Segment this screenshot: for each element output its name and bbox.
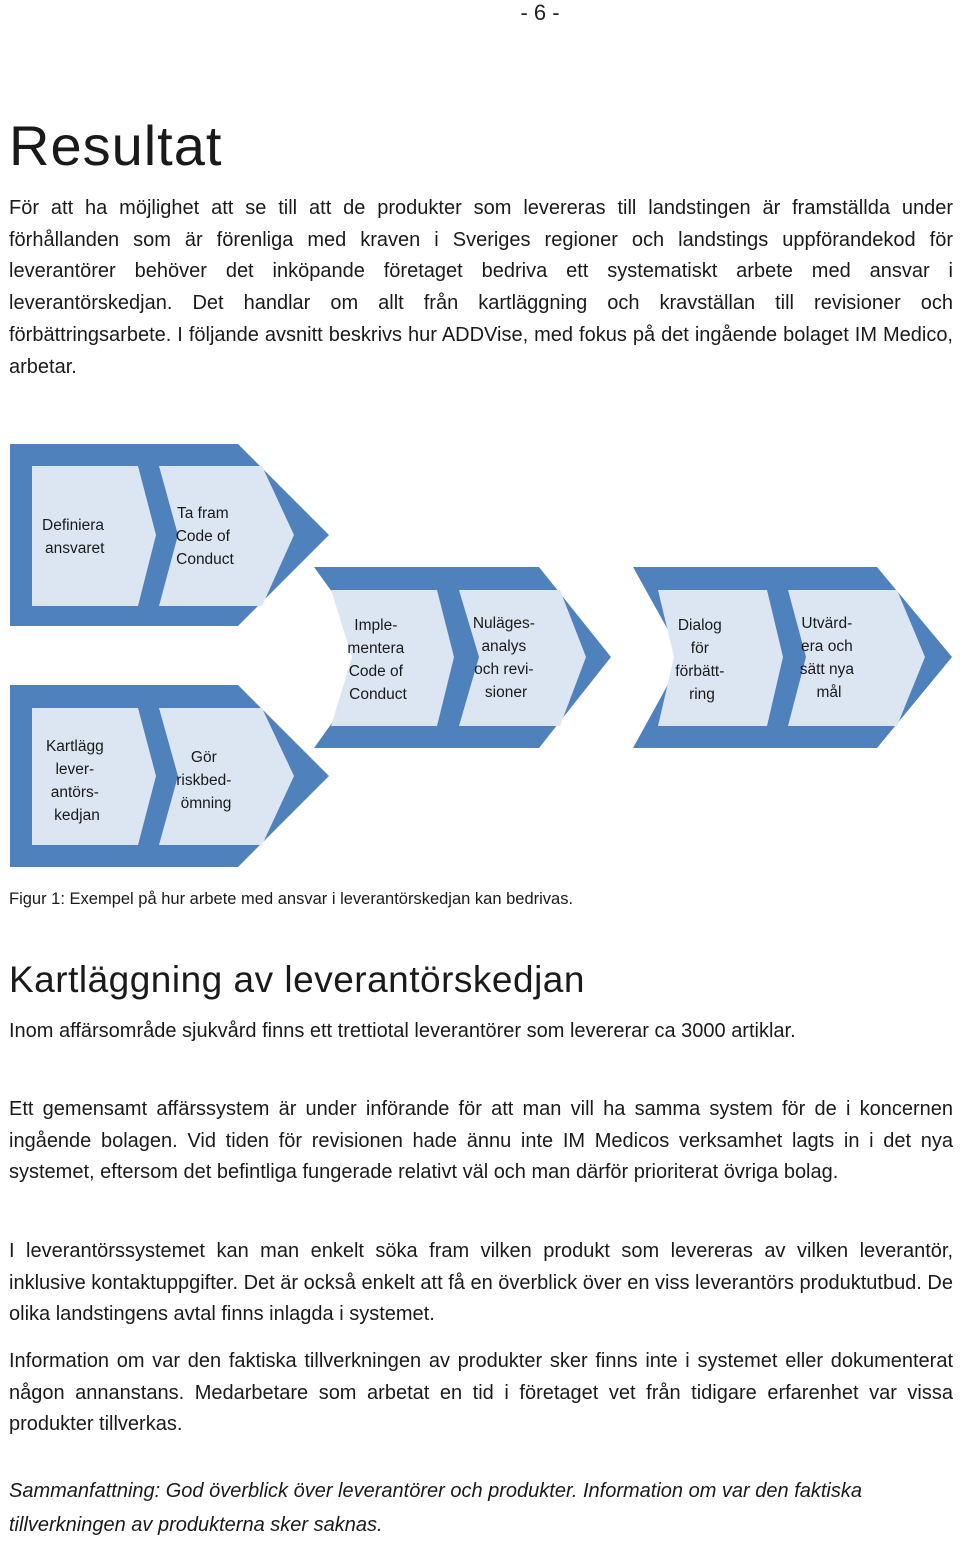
box-label-line: ring	[689, 686, 715, 703]
paragraph: Information om var den faktiska tillverkningen av produkter sker finns inte i systemet eller dokumenterat någon annanstans. Medarbetare som arbetat en tid i företaget vet från tidigare erfarenhet var vissa produkter tillverkas.	[9, 1350, 953, 1436]
box-definiera-ansvaret	[32, 466, 156, 606]
box-label-line: ömning	[180, 795, 232, 812]
intro-paragraph: För att ha möjlighet att se till att de produkter som levereras till landstingen är framställda under förhållanden som är förenliga med kraven i Sveriges regioner och landstings uppförandekod för leverantörer behöver det inköpande företaget bedriva ett systematiskt arbete med ansvar i leverantörskedjan. Det handlar om allt från kartläggning och kravställan till revisioner och förbättringsarbete. I följande avsnitt beskrivs hur ADDVise, med fokus på det ingående bolaget IM Medico, arbetar.	[9, 197, 953, 378]
box-label-line: Gör	[190, 749, 217, 766]
box-label-line: Utvärd-	[801, 615, 853, 632]
box-label-line: analys	[481, 638, 527, 655]
box-label-line: Code of	[348, 663, 403, 680]
box-utvardera	[788, 590, 925, 726]
box-label-line: Definiera	[42, 517, 105, 534]
box-label-line: lever-	[55, 761, 95, 778]
paragraph: Inom affärsområde sjukvård finns ett trettiotal leverantörer som levererar ca 3000 artiklar.	[9, 1020, 796, 1042]
box-label-line: sätt nya	[799, 661, 854, 678]
box-label-line: Dialog	[677, 617, 722, 634]
box-label-line: Ta fram	[177, 505, 229, 522]
section-heading: Kartläggning av leverantörskedjan	[9, 959, 585, 1000]
box-implementera-code-of-conduct	[331, 590, 454, 726]
box-label-line: antörs-	[50, 784, 99, 801]
box-label-line: Imple-	[354, 617, 398, 634]
summary: Sammanfattning: God överblick över leverantörer och produkter. Information om var den faktiska tillverkningen av produkterna sker saknas.	[9, 1480, 862, 1536]
process-diagram	[0, 430, 960, 870]
box-label-line: för	[690, 640, 709, 657]
page-heading: Resultat	[9, 114, 223, 177]
box-label-line: era och	[800, 638, 853, 655]
box-label-line: och revi-	[474, 661, 534, 678]
svg-text:Ta fram Code of Conduc	[176, 505, 235, 568]
box-label-line: kedjan	[54, 807, 100, 824]
box-label-line: mål	[816, 684, 842, 701]
box-label-line: ansvaret	[45, 540, 105, 557]
box-label-line: sioner	[484, 684, 528, 701]
box-label-line: Conduct	[349, 686, 407, 703]
page-number: - 6 -	[520, 0, 560, 25]
box-label-line: riskbed-	[176, 772, 232, 789]
paragraph: I leverantörssystemet kan man enkelt söka fram vilken produkt som levereras av vilken leverantör, inklusive kontaktuppgifter. Det är också enkelt att få en överblick över en viss leverantörs produktutbud. De olika landstingens avtal finns inlagda i systemet.	[9, 1240, 953, 1326]
box-dialog-forbattring	[658, 590, 783, 726]
paragraph: Ett gemensamt affärssystem är under införande för att man vill ha samma system för de i koncernen ingående bolagen. Vid tiden för revisionen hade ännu inte IM Medicos verksamhet lagts in i det nya systemet, eftersom det befintliga fungerade relativt väl och man därför prioriterat övriga bolag.	[9, 1098, 953, 1184]
box-label-line: Conduct	[176, 551, 234, 568]
box-label-line: Kartlägg	[45, 738, 104, 755]
box-label-line: mentera	[347, 640, 405, 657]
box-label-line: Code of	[175, 528, 230, 545]
figure-caption: Figur 1: Exempel på hur arbete med ansvar i leverantörskedjan kan bedrivas.	[9, 890, 574, 908]
box-label-line: förbätt-	[675, 663, 725, 680]
box-label-line: Nuläges-	[472, 615, 535, 632]
